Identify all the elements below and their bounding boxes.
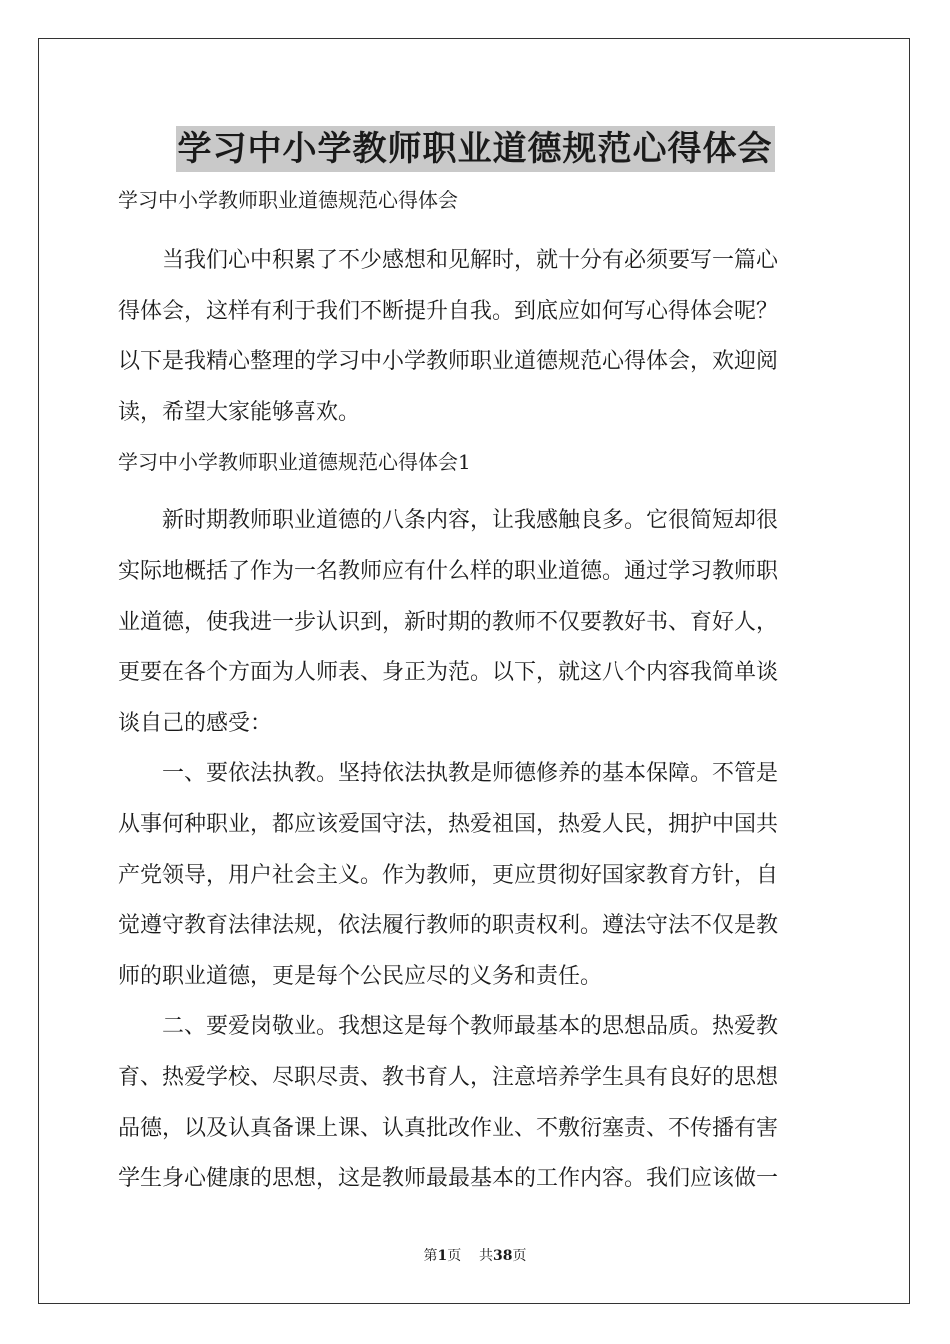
paragraph-line: 学生身心健康的思想，这是教师最最基本的工作内容。我们应该做一 <box>118 1166 779 1192</box>
subtitle-heading: 学习中小学教师职业道德规范心得体会 <box>118 188 458 212</box>
paragraph-line: 师的职业道德，更是每个公民应尽的义务和责任。 <box>118 963 603 989</box>
paragraph-line: 产党领导，用户社会主义。作为教师，更应贯彻好国家教育方针，自 <box>118 862 779 888</box>
total-pages-number: 38 <box>493 1248 513 1264</box>
paragraph-line: 当我们心中积累了不少感想和见解时，就十分有必须要写一篇心 <box>162 248 779 273</box>
paragraph-line: 更要在各个方面为人师表、身正为范。以下，就这八个内容我简单谈 <box>118 660 779 686</box>
paragraph-2 <box>118 749 834 1002</box>
page-footer <box>0 1246 950 1266</box>
paragraph-line: 从事何种职业，都应该爱国守法，热爱祖国，热爱人民，拥护中国共 <box>118 811 779 837</box>
paragraph-line: 品德，以及认真备课上课、认真批改作业、不敷衍塞责、不传播有害 <box>118 1115 779 1141</box>
section-heading: 学习中小学教师职业道德规范心得体会1 <box>118 450 471 475</box>
paragraph-line: 育、热爱学校、尽职尽责、教书育人，注意培养学生具有良好的思想 <box>118 1064 779 1090</box>
paragraph-line: 实际地概括了作为一名教师应有什么样的职业道德。通过学习教师职 <box>118 558 779 584</box>
paragraph-line: 谈自己的感受： <box>118 710 273 736</box>
paragraph-3 <box>118 1002 834 1204</box>
paragraph-line: 一、要依法执教。坚持依法执教是师德修养的基本保障。不管是 <box>162 761 779 787</box>
total-prefix: 共 <box>479 1248 494 1264</box>
paragraph-line: 读，希望大家能够喜欢。 <box>118 399 361 425</box>
current-page-number: 1 <box>437 1248 448 1264</box>
total-unit: 页 <box>512 1248 527 1264</box>
paragraph-line: 新时期教师职业道德的八条内容，让我感触良多。它很简短却很 <box>162 508 779 534</box>
paragraph-1 <box>118 496 834 749</box>
paragraph-line: 得体会，这样有利于我们不断提升自我。到底应如何写心得体会呢？ <box>118 298 779 324</box>
paragraph-line: 以下是我精心整理的学习中小学教师职业道德规范心得体会，欢迎阅 <box>118 349 779 375</box>
document-title-text: 学习中小学教师职业道德规范心得体会 <box>176 126 775 172</box>
document-title <box>0 124 950 174</box>
page-prefix: 第 <box>423 1248 438 1264</box>
intro-paragraph <box>118 236 834 438</box>
paragraph-line: 觉遵守教育法律法规，依法履行教师的职责权利。遵法守法不仅是教 <box>118 913 779 939</box>
paragraph-line: 业道德，使我进一步认识到，新时期的教师不仅要教好书、育好人， <box>118 609 779 635</box>
page-unit: 页 <box>447 1248 462 1264</box>
document-body <box>118 178 834 1205</box>
paragraph-line: 二、要爱岗敬业。我想这是每个教师最基本的思想品质。热爱教 <box>162 1014 779 1040</box>
